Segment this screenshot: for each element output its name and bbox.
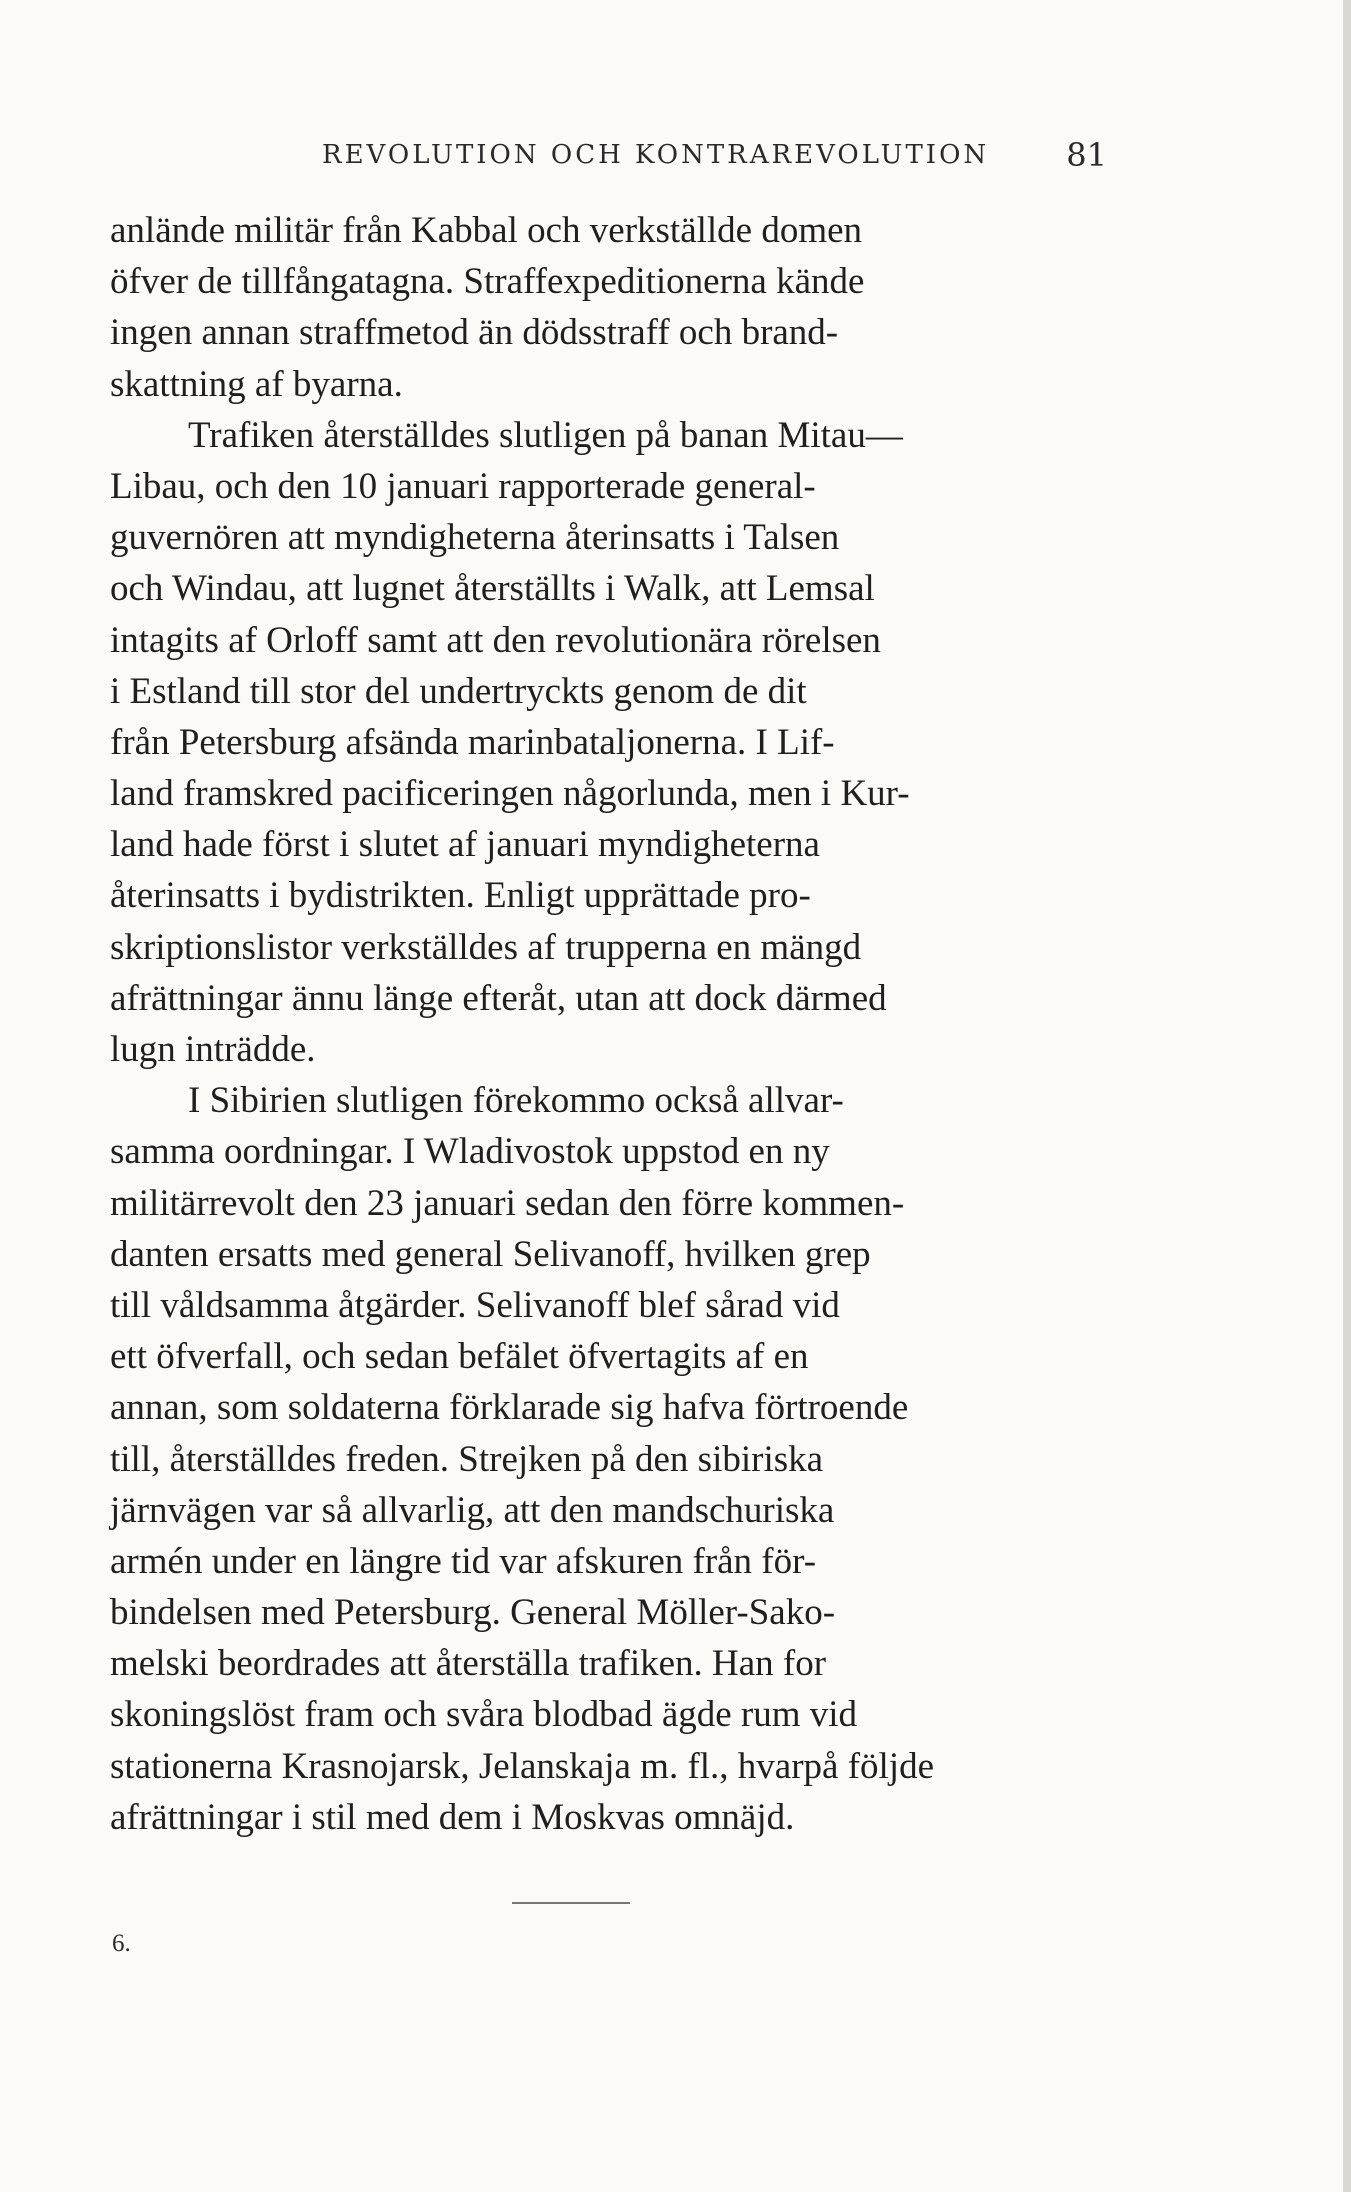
text-line: samma oordningar. I Wladivostok uppstod en ny xyxy=(110,1131,830,1173)
text-line: armén under en längre tid var afskuren från för- xyxy=(110,1540,817,1582)
text-line: ingen annan straffmetod än dödsstraff och brand- xyxy=(110,312,839,354)
text-line: afrättningar ännu länge efteråt, utan att dock därmed xyxy=(110,977,887,1019)
paragraph-start-line: Trafiken återställdes slutligen på banan Mitau— xyxy=(188,414,903,456)
signature-mark: 6. xyxy=(112,1930,131,1957)
text-line: lugn inträdde. xyxy=(110,1029,316,1070)
text-line: skattning af byarna. xyxy=(110,363,403,405)
text-line: melski beordrades att återställa trafiken. Han for xyxy=(110,1643,827,1685)
text-line: från Petersburg afsända marinbataljonerna. I Lif- xyxy=(110,721,835,763)
text-line: annan, som soldaterna förklarade sig hafva förtroende xyxy=(110,1387,909,1429)
text-line: afrättningar i stil med dem i Moskvas omnäjd. xyxy=(110,1796,795,1838)
text-line: land hade först i slutet af januari myndigheterna xyxy=(110,824,820,866)
text-line: järnvägen var så allvarlig, att den mandschuriska xyxy=(110,1489,835,1531)
body-text xyxy=(110,205,1108,1843)
text-line: intagits af Orloff samt att den revolutionära rörelsen xyxy=(110,619,881,661)
text-line: i Estland till stor del undertryckts genom de dit xyxy=(110,670,807,712)
text-line: Libau, och den 10 januari rapporterade general- xyxy=(110,465,816,507)
text-line: till, återställdes freden. Strejken på den sibiriska xyxy=(110,1438,824,1480)
text-line: guvernören att myndigheterna återinsatts i Talsen xyxy=(110,517,840,559)
text-line: öfver de tillfångatagna. Straffexpeditionerna kände xyxy=(110,261,865,303)
text-line: till våldsamma åtgärder. Selivanoff blef sårad vid xyxy=(110,1284,840,1326)
text-line: bindelsen med Petersburg. General Möller-Sako- xyxy=(110,1592,836,1634)
text-line: militärrevolt den 23 januari sedan den förre kommen- xyxy=(110,1182,905,1224)
text-line: återinsatts i bydistrikten. Enligt upprättade pro- xyxy=(110,875,811,917)
text-line: stationerna Krasnojarsk, Jelanskaja m. fl., hvarpå följde xyxy=(110,1745,935,1787)
text-line: skoningslöst fram och svåra blodbad ägde rum vid xyxy=(110,1694,858,1736)
text-line: skriptionslistor verkställdes af trupperna en mängd xyxy=(110,926,862,968)
page-number: 81 xyxy=(1066,136,1107,174)
text-line: anlände militär från Kabbal och verkställde domen xyxy=(110,210,863,251)
text-line: land framskred pacificeringen någorlunda, men i Kur- xyxy=(110,773,910,815)
running-title: REVOLUTION OCH KONTRAREVOLUTION xyxy=(322,140,990,170)
paragraph-start-line: I Sibirien slutligen förekommo också allvar- xyxy=(188,1080,844,1122)
text-line: och Windau, att lugnet återställts i Walk, att Lemsal xyxy=(110,568,875,610)
page-header xyxy=(112,136,1107,180)
text-line: danten ersatts med general Selivanoff, hvilken grep xyxy=(110,1233,871,1275)
text-line: ett öfverfall, och sedan befälet öfvertagits af en xyxy=(110,1336,809,1378)
footer-rule xyxy=(512,1902,630,1904)
